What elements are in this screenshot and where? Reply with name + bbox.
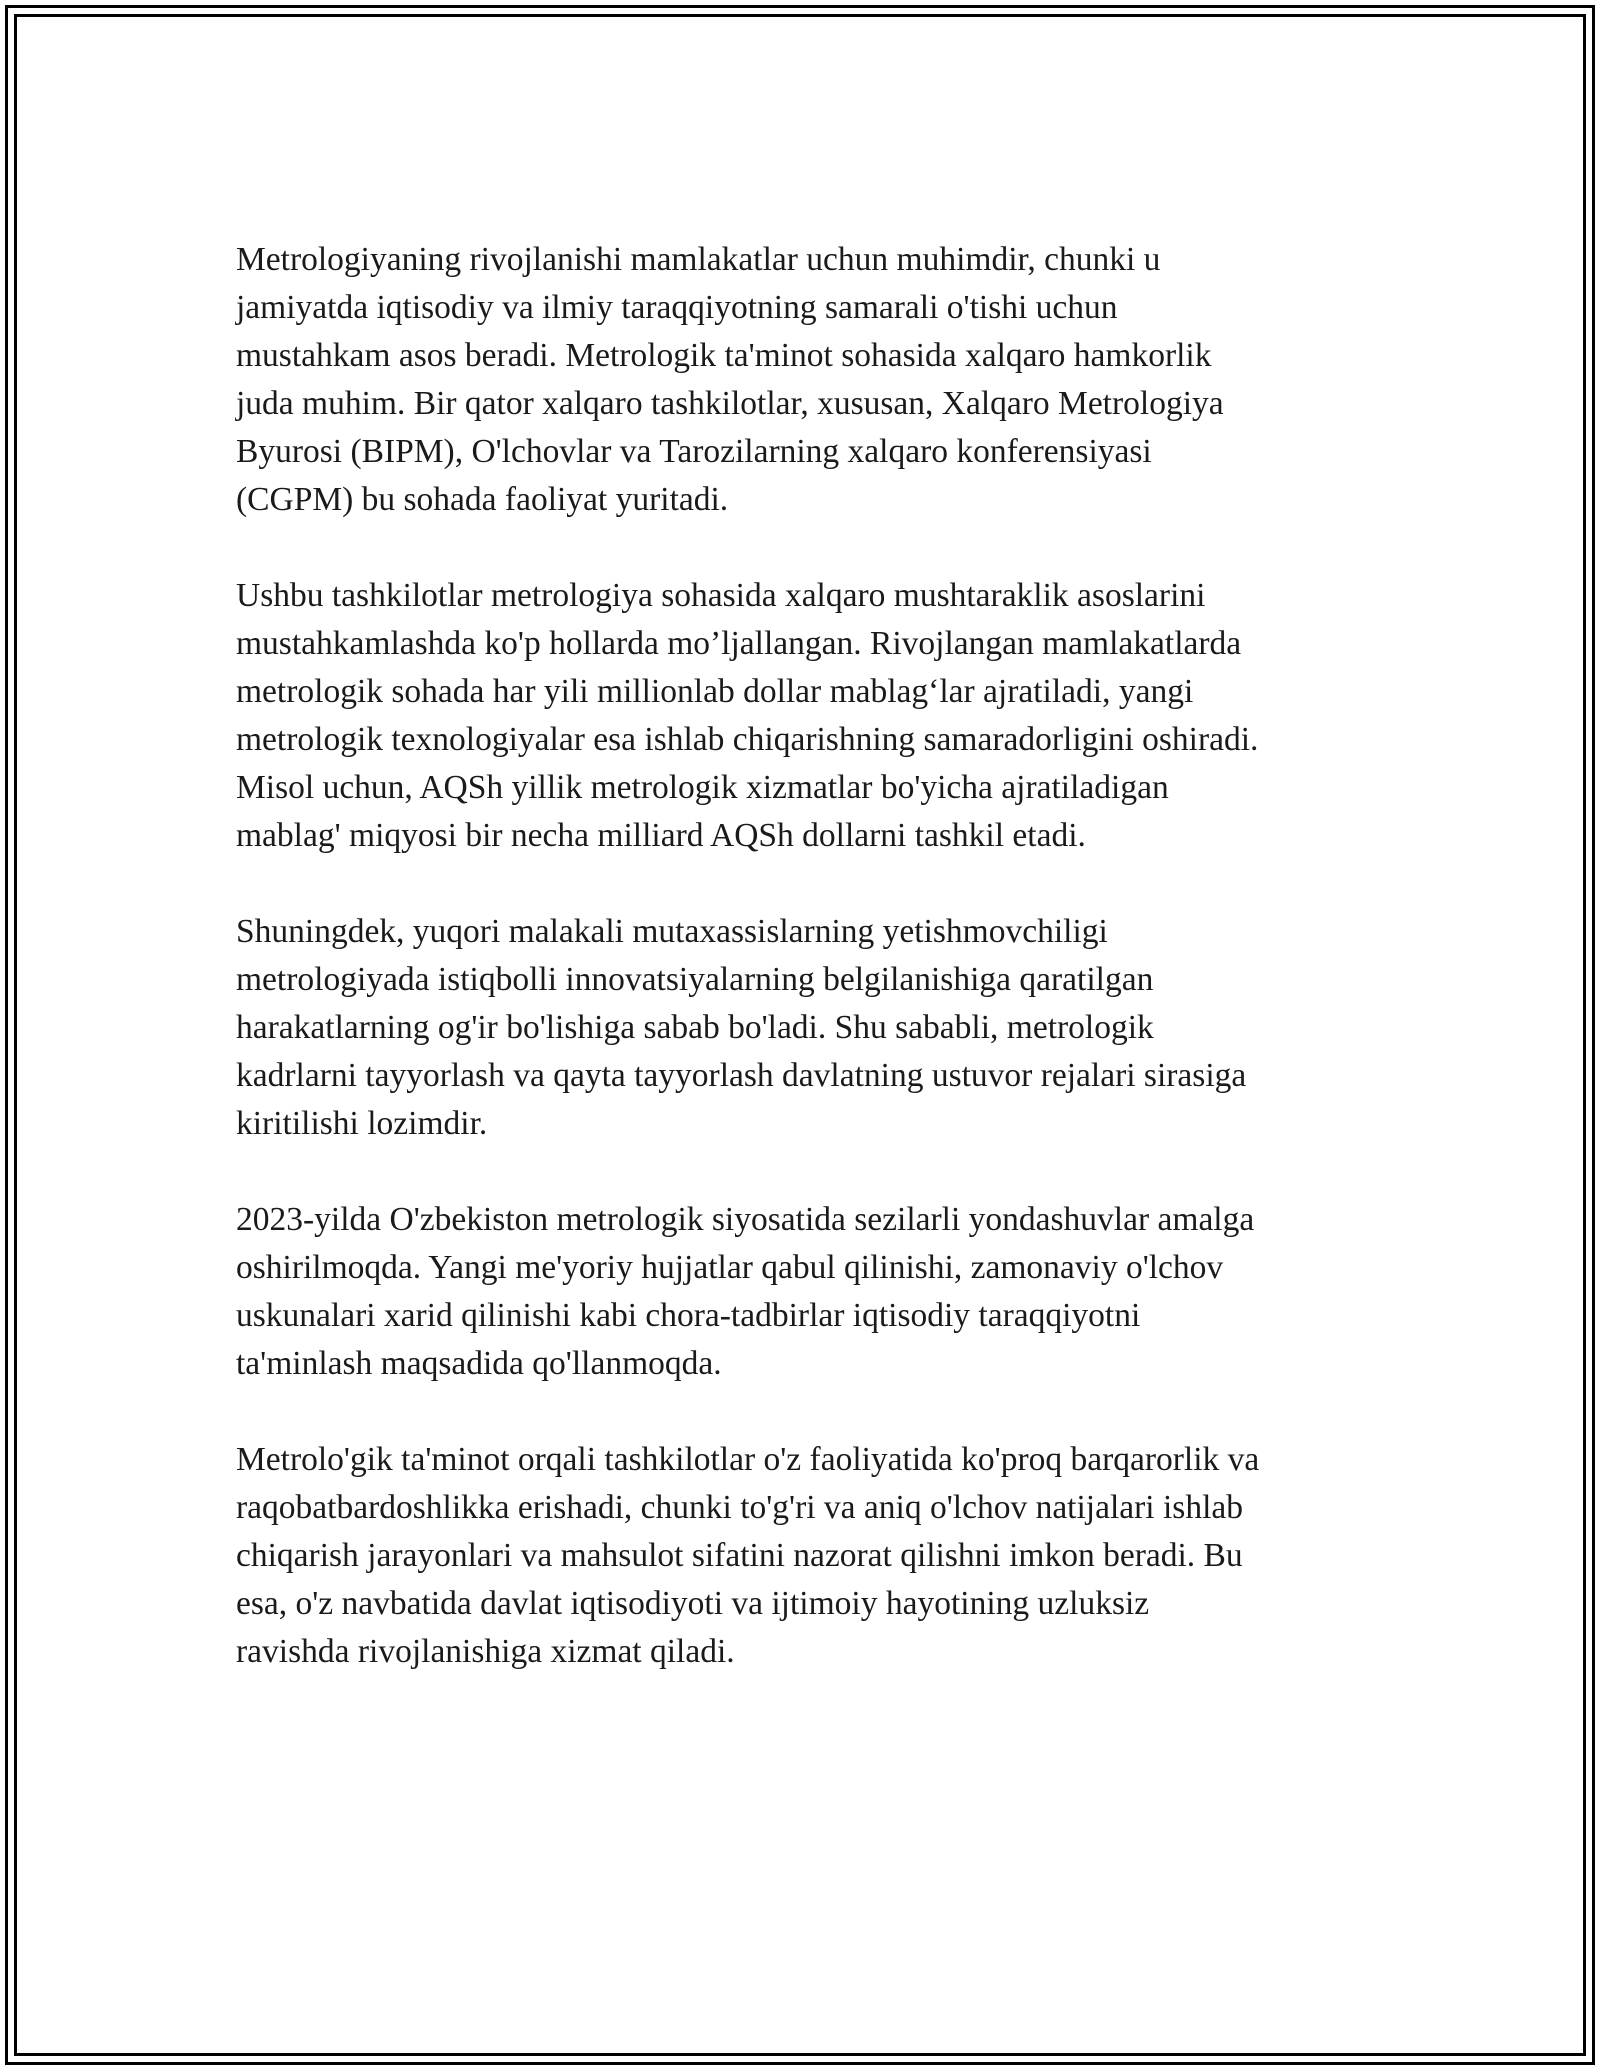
text-line: mustahkamlashda ko'p hollarda mo’ljallangan. Rivojlangan mamlakatlarda [236,625,1242,662]
text-line: mustahkam asos beradi. Metrologik ta'minot sohasida xalqaro hamkorlik [236,337,1212,374]
text-line: Metrologiyaning rivojlanishi mamlakatlar uchun muhimdir, chunki u [236,241,1161,278]
text-line: Metrolo'gik ta'minot orqali tashkilotlar o'z faoliyatida ko'proq barqarorlik va [236,1441,1260,1478]
text-line: Shuningdek, yuqori malakali mutaxassislarning yetishmovchiligi [236,913,1108,950]
text-line: Ushbu tashkilotlar metrologiya sohasida xalqaro mushtaraklik asoslarini [236,577,1206,614]
text-line: mablag' miqyosi bir necha milliard AQSh dollarni tashkil etadi. [236,817,1086,854]
text-line: oshirilmoqda. Yangi me'yoriy hujjatlar qabul qilinishi, zamonaviy o'lchov [236,1249,1224,1286]
text-line: ta'minlash maqsadida qo'llanmoqda. [236,1345,722,1382]
text-line: jamiyatda iqtisodiy va ilmiy taraqqiyotning samarali o'tishi uchun [236,289,1118,326]
text-line: kadrlarni tayyorlash va qayta tayyorlash davlatning ustuvor rejalari sirasiga [236,1057,1247,1094]
paragraph-3 [236,908,1376,1148]
text-line: Byurosi (BIPM), O'lchovlar va Tarozilarning xalqaro konferensiyasi [236,433,1152,470]
text-line: harakatlarning og'ir bo'lishiga sabab bo'ladi. Shu sababli, metrologik [236,1009,1154,1046]
text-line: metrologiyada istiqbolli innovatsiyalarning belgilanishiga qaratilgan [236,961,1154,998]
text-line: ravishda rivojlanishiga xizmat qiladi. [236,1633,735,1670]
paragraph-5 [236,1436,1376,1676]
text-line: uskunalari xarid qilinishi kabi chora-tadbirlar iqtisodiy taraqqiyotni [236,1297,1141,1334]
text-line: chiqarish jarayonlari va mahsulot sifatini nazorat qilishni imkon beradi. Bu [236,1537,1243,1574]
text-line: raqobatbardoshlikka erishadi, chunki to'g'ri va aniq o'lchov natijalari ishlab [236,1489,1244,1526]
text-line: metrologik sohada har yili millionlab dollar mablag‘lar ajratiladi, yangi [236,673,1194,710]
paragraph-2 [236,572,1376,860]
paragraph-4 [236,1196,1376,1388]
text-line: (CGPM) bu sohada faoliyat yuritadi. [236,481,729,518]
text-line: metrologik texnologiyalar esa ishlab chiqarishning samaradorligini oshiradi. [236,721,1259,758]
document-body [236,236,1376,1724]
text-line: esa, o'z navbatida davlat iqtisodiyoti va ijtimoiy hayotining uzluksiz [236,1585,1150,1622]
text-line: kiritilishi lozimdir. [236,1105,488,1142]
paragraph-1 [236,236,1376,524]
text-line: 2023-yilda O'zbekiston metrologik siyosatida sezilarli yondashuvlar amalga [236,1201,1255,1238]
text-line: Misol uchun, AQSh yillik metrologik xizmatlar bo'yicha ajratiladigan [236,769,1169,806]
text-line: juda muhim. Bir qator xalqaro tashkilotlar, xususan, Xalqaro Metrologiya [236,385,1224,422]
